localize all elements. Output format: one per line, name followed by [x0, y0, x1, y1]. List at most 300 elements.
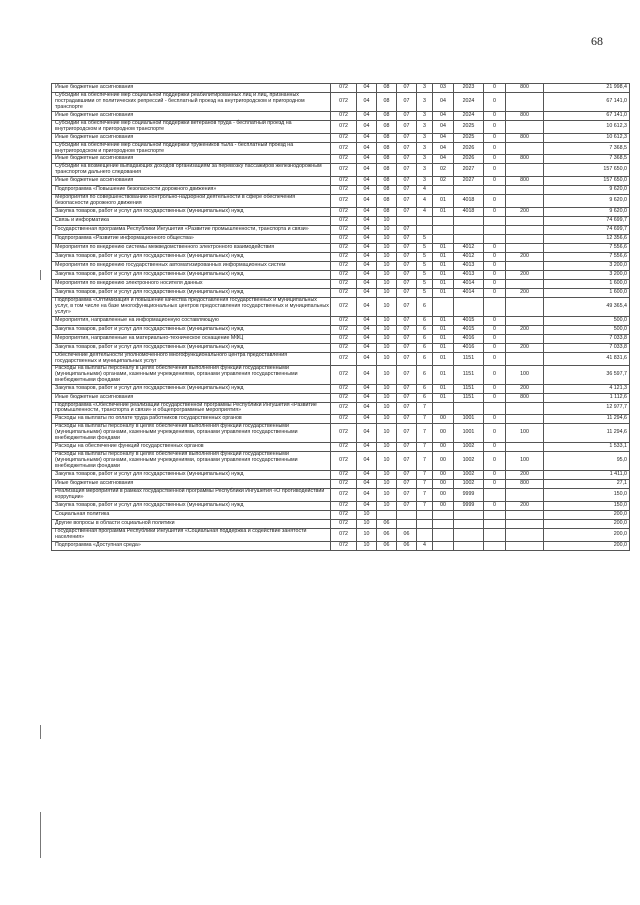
- cell-pr: 10: [377, 479, 397, 488]
- cell-gr: 072: [331, 289, 357, 298]
- cell-rz: 04: [357, 365, 377, 384]
- cell-amount: 150,0: [544, 488, 630, 501]
- cell-cs5: 0: [484, 164, 506, 177]
- cell-cs1: [397, 217, 417, 226]
- cell-cs3: 01: [433, 280, 454, 289]
- cell-rz: 04: [357, 271, 377, 280]
- cell-cs4: [454, 541, 484, 550]
- cell-cs2: 3: [417, 164, 433, 177]
- cell-cs2: 5: [417, 235, 433, 244]
- cell-gr: 072: [331, 519, 357, 528]
- cell-gr: 072: [331, 541, 357, 550]
- cell-cs1: 07: [397, 262, 417, 271]
- budget-table-body: [52, 84, 630, 551]
- cell-cs5: [484, 235, 506, 244]
- cell-vr: 200: [506, 289, 544, 298]
- cell-cs5: 0: [484, 334, 506, 343]
- cell-pr: 10: [377, 289, 397, 298]
- cell-gr: 072: [331, 452, 357, 471]
- cell-amount: 1 600,0: [544, 289, 630, 298]
- table-row: [52, 393, 630, 402]
- cell-cs4: 1151: [454, 352, 484, 365]
- table-row: [52, 352, 630, 365]
- cell-name: Подпрограмма «Повышение безопасности дорожного движения»: [52, 186, 331, 195]
- cell-name: Иные бюджетные ассигнования: [52, 393, 331, 402]
- cell-cs3: 01: [433, 271, 454, 280]
- table-row: [52, 316, 630, 325]
- cell-cs1: 07: [397, 142, 417, 155]
- cell-pr: 10: [377, 452, 397, 471]
- cell-rz: 04: [357, 402, 377, 415]
- cell-pr: 10: [377, 280, 397, 289]
- cell-amount: 7 368,5: [544, 155, 630, 164]
- cell-cs4: 4016: [454, 343, 484, 352]
- cell-name: Иные бюджетные ассигнования: [52, 177, 331, 186]
- cell-name: Субсидии на обеспечение мер социальной поддержки ветеранов труда - бесплатный проезд на внутригородском и пригородном транспорте: [52, 120, 331, 133]
- cell-pr: 08: [377, 208, 397, 217]
- cell-rz: 04: [357, 177, 377, 186]
- cell-pr: 08: [377, 93, 397, 112]
- table-row: [52, 208, 630, 217]
- cell-cs3: [433, 528, 454, 541]
- cell-amount: 9 620,0: [544, 195, 630, 208]
- cell-cs2: 6: [417, 298, 433, 317]
- cell-name: Мероприятия по внедрению электронного носителя данных: [52, 280, 331, 289]
- cell-cs2: 3: [417, 93, 433, 112]
- cell-pr: 10: [377, 415, 397, 424]
- cell-gr: 072: [331, 217, 357, 226]
- cell-cs3: [433, 519, 454, 528]
- cell-name: Закупка товаров, работ и услуг для государственных (муниципальных) нужд: [52, 289, 331, 298]
- cell-cs4: [454, 298, 484, 317]
- table-row: [52, 177, 630, 186]
- page-number: 68: [591, 34, 603, 48]
- cell-name: Субсидии на возмещение выпадающих доходов организациям за перевозку пассажиров железнодорожным транспортом дальнего следования: [52, 164, 331, 177]
- cell-cs5: 0: [484, 93, 506, 112]
- cell-name: Закупка товаров, работ и услуг для государственных (муниципальных) нужд: [52, 325, 331, 334]
- cell-cs4: [454, 519, 484, 528]
- cell-gr: 072: [331, 424, 357, 443]
- cell-cs1: 07: [397, 343, 417, 352]
- cell-cs2: 7: [417, 488, 433, 501]
- cell-name: Подпрограмма «Доступная среда»: [52, 541, 331, 550]
- table-row: [52, 217, 630, 226]
- cell-cs4: [454, 226, 484, 235]
- cell-rz: 04: [357, 217, 377, 226]
- cell-cs4: 1002: [454, 443, 484, 452]
- cell-cs2: 7: [417, 470, 433, 479]
- cell-gr: 072: [331, 352, 357, 365]
- cell-amount: 12 356,6: [544, 235, 630, 244]
- cell-vr: [506, 528, 544, 541]
- cell-cs1: 07: [397, 253, 417, 262]
- cell-rz: 10: [357, 519, 377, 528]
- cell-gr: 072: [331, 208, 357, 217]
- cell-cs5: 0: [484, 271, 506, 280]
- cell-vr: [506, 352, 544, 365]
- table-row: [52, 424, 630, 443]
- cell-cs4: 4018: [454, 195, 484, 208]
- cell-vr: 800: [506, 155, 544, 164]
- cell-cs1: 07: [397, 402, 417, 415]
- cell-vr: [506, 217, 544, 226]
- cell-vr: [506, 93, 544, 112]
- cell-pr: 10: [377, 271, 397, 280]
- cell-vr: 800: [506, 479, 544, 488]
- cell-amount: 4 121,3: [544, 384, 630, 393]
- cell-cs4: 1001: [454, 415, 484, 424]
- cell-cs3: 00: [433, 470, 454, 479]
- cell-name: Закупка товаров, работ и услуг для государственных (муниципальных) нужд: [52, 501, 331, 510]
- cell-cs1: 07: [397, 164, 417, 177]
- cell-amount: 157 650,0: [544, 177, 630, 186]
- cell-rz: 04: [357, 93, 377, 112]
- cell-cs3: [433, 510, 454, 519]
- cell-name: Иные бюджетные ассигнования: [52, 155, 331, 164]
- cell-cs3: 01: [433, 262, 454, 271]
- cell-gr: 072: [331, 84, 357, 93]
- cell-amount: 74 699,7: [544, 217, 630, 226]
- cell-cs1: 07: [397, 316, 417, 325]
- cell-name: Иные бюджетные ассигнования: [52, 111, 331, 120]
- cell-cs3: 01: [433, 244, 454, 253]
- cell-pr: 10: [377, 226, 397, 235]
- cell-cs3: 01: [433, 208, 454, 217]
- cell-vr: 200: [506, 501, 544, 510]
- cell-amount: 157 650,0: [544, 164, 630, 177]
- cell-cs2: 7: [417, 479, 433, 488]
- table-row: [52, 325, 630, 334]
- cell-cs2: 6: [417, 343, 433, 352]
- cell-gr: 072: [331, 195, 357, 208]
- cell-amount: 200,0: [544, 541, 630, 550]
- cell-amount: 500,0: [544, 325, 630, 334]
- cell-cs1: 07: [397, 470, 417, 479]
- cell-cs1: 07: [397, 298, 417, 317]
- table-row: [52, 111, 630, 120]
- cell-pr: 08: [377, 195, 397, 208]
- cell-cs2: 6: [417, 393, 433, 402]
- cell-gr: 072: [331, 443, 357, 452]
- table-row: [52, 452, 630, 471]
- cell-vr: [506, 244, 544, 253]
- cell-cs4: 1151: [454, 393, 484, 402]
- cell-gr: 072: [331, 262, 357, 271]
- cell-amount: 67 141,0: [544, 111, 630, 120]
- cell-cs3: [433, 186, 454, 195]
- cell-gr: 072: [331, 298, 357, 317]
- cell-cs4: 1002: [454, 470, 484, 479]
- cell-rz: 04: [357, 501, 377, 510]
- cell-gr: 072: [331, 528, 357, 541]
- cell-name: Подпрограмма «Оптимизация и повышение качества предоставления государственных и муниципальных услуг, в том числе на базе многофункциональных центров предоставления государственных и муниципальных услуг»: [52, 298, 331, 317]
- cell-pr: 08: [377, 155, 397, 164]
- cell-rz: 04: [357, 384, 377, 393]
- cell-rz: 04: [357, 186, 377, 195]
- cell-name: Расходы на обеспечение функций государственных органов: [52, 443, 331, 452]
- cell-cs1: 07: [397, 479, 417, 488]
- table-row: [52, 298, 630, 317]
- cell-vr: 200: [506, 271, 544, 280]
- cell-cs2: 5: [417, 244, 433, 253]
- cell-cs2: [417, 528, 433, 541]
- cell-cs2: 6: [417, 352, 433, 365]
- cell-cs5: [484, 217, 506, 226]
- cell-cs5: 0: [484, 501, 506, 510]
- cell-amount: 1 411,0: [544, 470, 630, 479]
- cell-cs4: 2025: [454, 120, 484, 133]
- cell-rz: 04: [357, 235, 377, 244]
- cell-pr: 06: [377, 541, 397, 550]
- table-row: [52, 280, 630, 289]
- cell-name: Мероприятия по совершенствованию контрольно-надзорной деятельности в сфере обеспечения безопасности дорожного движения: [52, 195, 331, 208]
- cell-pr: 10: [377, 316, 397, 325]
- cell-amount: 150,0: [544, 501, 630, 510]
- cell-cs3: 04: [433, 142, 454, 155]
- cell-rz: 04: [357, 393, 377, 402]
- cell-rz: 04: [357, 84, 377, 93]
- cell-rz: 10: [357, 528, 377, 541]
- cell-vr: 100: [506, 365, 544, 384]
- cell-amount: 3 200,0: [544, 262, 630, 271]
- cell-amount: 21 998,4: [544, 84, 630, 93]
- cell-cs4: 4012: [454, 253, 484, 262]
- cell-gr: 072: [331, 111, 357, 120]
- cell-vr: [506, 120, 544, 133]
- cell-cs1: 07: [397, 443, 417, 452]
- cell-name: Расходы на выплаты персоналу в целях обеспечения выполнения функций государственными (муниципальными) органами, казенными учреждениями, органами управления государственными внебюджетными фондами: [52, 365, 331, 384]
- cell-cs5: [484, 510, 506, 519]
- cell-cs2: 5: [417, 280, 433, 289]
- cell-cs3: [433, 298, 454, 317]
- cell-gr: 072: [331, 226, 357, 235]
- cell-cs1: 07: [397, 384, 417, 393]
- cell-amount: 27,1: [544, 479, 630, 488]
- table-row: [52, 365, 630, 384]
- cell-cs5: 0: [484, 443, 506, 452]
- cell-pr: 10: [377, 352, 397, 365]
- cell-vr: 200: [506, 384, 544, 393]
- cell-cs2: 6: [417, 334, 433, 343]
- cell-amount: 1 112,6: [544, 393, 630, 402]
- cell-cs1: 07: [397, 195, 417, 208]
- cell-cs4: 1151: [454, 384, 484, 393]
- cell-cs4: [454, 186, 484, 195]
- cell-vr: [506, 541, 544, 550]
- cell-vr: [506, 316, 544, 325]
- cell-rz: 04: [357, 470, 377, 479]
- cell-cs2: 6: [417, 316, 433, 325]
- cell-name: Обеспечение деятельности уполномоченного многофункционального центра предоставления государственных и муниципальных услуг: [52, 352, 331, 365]
- cell-gr: 072: [331, 253, 357, 262]
- cell-gr: 072: [331, 271, 357, 280]
- cell-cs5: 0: [484, 452, 506, 471]
- cell-cs1: 07: [397, 226, 417, 235]
- cell-cs1: 07: [397, 365, 417, 384]
- cell-gr: 072: [331, 415, 357, 424]
- cell-cs5: 0: [484, 365, 506, 384]
- cell-cs5: 0: [484, 208, 506, 217]
- cell-cs5: 0: [484, 352, 506, 365]
- cell-pr: 10: [377, 262, 397, 271]
- cell-gr: 072: [331, 402, 357, 415]
- cell-amount: 67 141,0: [544, 93, 630, 112]
- cell-pr: 10: [377, 424, 397, 443]
- cell-name: Реализация мероприятий в рамках государственной программы Республики Ингушетия «О противодействии коррупции»: [52, 488, 331, 501]
- cell-cs3: 01: [433, 325, 454, 334]
- cell-cs1: 07: [397, 244, 417, 253]
- cell-pr: 08: [377, 84, 397, 93]
- cell-rz: 04: [357, 226, 377, 235]
- table-row: [52, 541, 630, 550]
- table-row: [52, 501, 630, 510]
- cell-pr: 08: [377, 142, 397, 155]
- cell-cs4: 4016: [454, 334, 484, 343]
- cell-rz: 04: [357, 133, 377, 142]
- table-row: [52, 244, 630, 253]
- cell-cs5: [484, 519, 506, 528]
- cell-cs4: [454, 217, 484, 226]
- cell-gr: 072: [331, 164, 357, 177]
- cell-pr: 08: [377, 111, 397, 120]
- cell-vr: [506, 195, 544, 208]
- cell-cs1: 07: [397, 111, 417, 120]
- cell-cs3: [433, 217, 454, 226]
- cell-vr: 200: [506, 343, 544, 352]
- cell-cs5: [484, 298, 506, 317]
- cell-pr: 06: [377, 528, 397, 541]
- cell-amount: 200,0: [544, 519, 630, 528]
- cell-cs3: 00: [433, 443, 454, 452]
- cell-cs3: [433, 235, 454, 244]
- cell-cs4: 2027: [454, 177, 484, 186]
- cell-rz: 04: [357, 334, 377, 343]
- cell-gr: 072: [331, 155, 357, 164]
- cell-gr: 072: [331, 470, 357, 479]
- cell-cs3: 00: [433, 479, 454, 488]
- cell-cs2: [417, 217, 433, 226]
- cell-cs5: 0: [484, 470, 506, 479]
- cell-rz: 04: [357, 244, 377, 253]
- cell-gr: 072: [331, 501, 357, 510]
- cell-cs1: 07: [397, 424, 417, 443]
- cell-cs5: [484, 541, 506, 550]
- cell-cs1: 07: [397, 452, 417, 471]
- cell-cs2: 4: [417, 195, 433, 208]
- cell-cs3: 00: [433, 452, 454, 471]
- cell-cs5: 0: [484, 343, 506, 352]
- table-row: [52, 142, 630, 155]
- cell-cs4: [454, 402, 484, 415]
- cell-name: Расходы на выплаты по оплате труда работников государственных органов: [52, 415, 331, 424]
- cell-name: Другие вопросы в области социальной политики: [52, 519, 331, 528]
- cell-gr: 072: [331, 343, 357, 352]
- cell-pr: 10: [377, 443, 397, 452]
- cell-cs5: 0: [484, 111, 506, 120]
- margin-mark: [40, 812, 47, 858]
- cell-cs2: 4: [417, 541, 433, 550]
- cell-vr: [506, 488, 544, 501]
- cell-amount: 7 033,8: [544, 343, 630, 352]
- cell-gr: 072: [331, 393, 357, 402]
- cell-cs5: 0: [484, 316, 506, 325]
- cell-name: Субсидии на обеспечение мер социальной поддержки реабилитированных лиц и лиц, признанных пострадавшими от политических репрессий - бесплатный проезд на внутригородском и пригородном транспорте: [52, 93, 331, 112]
- cell-cs3: 01: [433, 289, 454, 298]
- table-row: [52, 93, 630, 112]
- cell-rz: 04: [357, 111, 377, 120]
- cell-cs5: 0: [484, 244, 506, 253]
- cell-name: Мероприятия, направленные на материально-техническое оснащение МФЦ: [52, 334, 331, 343]
- cell-cs3: 04: [433, 93, 454, 112]
- cell-cs1: 07: [397, 325, 417, 334]
- cell-gr: 072: [331, 325, 357, 334]
- cell-amount: 12 977,7: [544, 402, 630, 415]
- cell-cs5: 0: [484, 325, 506, 334]
- cell-cs2: 3: [417, 155, 433, 164]
- cell-cs1: 07: [397, 352, 417, 365]
- budget-table: [51, 83, 630, 551]
- cell-cs4: 4012: [454, 244, 484, 253]
- cell-gr: 072: [331, 365, 357, 384]
- cell-amount: 3 200,0: [544, 271, 630, 280]
- cell-vr: [506, 164, 544, 177]
- cell-cs4: [454, 235, 484, 244]
- cell-gr: 072: [331, 488, 357, 501]
- cell-cs5: 0: [484, 280, 506, 289]
- cell-amount: 200,0: [544, 528, 630, 541]
- cell-name: Расходы на выплаты персоналу в целях обеспечения выполнения функций государственными (муниципальными) органами, казенными учреждениями, органами управления государственными внебюджетными фондами: [52, 424, 331, 443]
- cell-cs3: 04: [433, 111, 454, 120]
- margin-mark: [40, 725, 47, 739]
- cell-cs1: 07: [397, 133, 417, 142]
- cell-gr: 072: [331, 316, 357, 325]
- cell-rz: 04: [357, 142, 377, 155]
- cell-gr: 072: [331, 334, 357, 343]
- cell-pr: 08: [377, 133, 397, 142]
- cell-pr: 10: [377, 325, 397, 334]
- cell-cs1: 07: [397, 155, 417, 164]
- cell-rz: 04: [357, 195, 377, 208]
- cell-name: Закупка товаров, работ и услуг для государственных (муниципальных) нужд: [52, 470, 331, 479]
- cell-cs3: 00: [433, 488, 454, 501]
- cell-cs2: 5: [417, 253, 433, 262]
- cell-pr: 10: [377, 334, 397, 343]
- cell-cs3: [433, 226, 454, 235]
- cell-rz: 04: [357, 120, 377, 133]
- cell-vr: 800: [506, 177, 544, 186]
- cell-name: Закупка товаров, работ и услуг для государственных (муниципальных) нужд: [52, 253, 331, 262]
- cell-vr: 800: [506, 393, 544, 402]
- cell-rz: 04: [357, 415, 377, 424]
- cell-cs1: 06: [397, 528, 417, 541]
- cell-name: Подпрограмма «Обеспечение реализации государственной программы Республики Ингушетия «Развитие промышленности, транспорта и связи» и общепрограммные мероприятия»: [52, 402, 331, 415]
- cell-cs5: [484, 186, 506, 195]
- cell-cs2: 5: [417, 289, 433, 298]
- cell-cs3: 00: [433, 424, 454, 443]
- cell-amount: 1 533,1: [544, 443, 630, 452]
- cell-cs2: 5: [417, 262, 433, 271]
- cell-cs3: [433, 541, 454, 550]
- cell-name: Субсидии на обеспечение мер социальной поддержки тружеников тыла - бесплатный проезд на внутригородском и пригородном транспорте: [52, 142, 331, 155]
- cell-cs1: 07: [397, 208, 417, 217]
- cell-cs5: [484, 488, 506, 501]
- cell-cs2: 6: [417, 384, 433, 393]
- cell-vr: [506, 443, 544, 452]
- cell-name: Закупка товаров, работ и услуг для государственных (муниципальных) нужд: [52, 271, 331, 280]
- cell-cs5: [484, 226, 506, 235]
- table-row: [52, 519, 630, 528]
- cell-cs5: 0: [484, 253, 506, 262]
